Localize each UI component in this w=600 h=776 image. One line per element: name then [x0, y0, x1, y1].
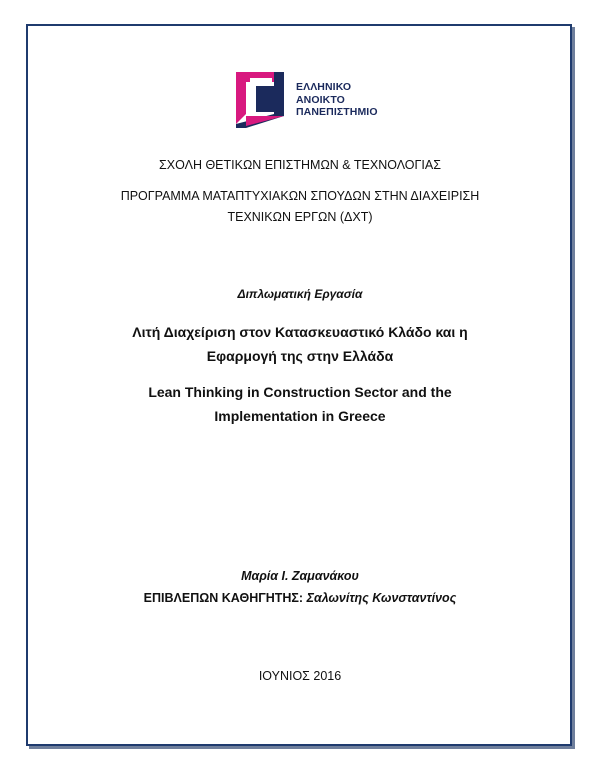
title-english-line-1: Lean Thinking in Construction Sector and the	[148, 384, 452, 400]
author-name: Μαρία Ι. Ζαμανάκου	[241, 569, 359, 583]
document-type: Διπλωματική Εργασία	[237, 287, 363, 301]
supervisor-label: ΕΠΙΒΛΕΠΩΝ ΚΑΘΗΓΗΤΗΣ:	[143, 591, 304, 605]
school-name: ΣΧΟΛΗ ΘΕΤΙΚΩΝ ΕΠΙΣΤΗΜΩΝ & ΤΕΧΝΟΛΟΓΙΑΣ	[159, 158, 441, 172]
university-logo	[234, 70, 394, 130]
supervisor	[0, 591, 600, 605]
eap-logo-icon	[234, 70, 292, 128]
program-name-line-1: ΠΡΟΓΡΑΜΜΑ ΜΑΤΑΠΤΥΧΙΑΚΩΝ ΣΠΟΥΔΩΝ ΣΤΗΝ ΔΙΑΧΕΙΡΙΣΗ	[120, 189, 480, 203]
supervisor-name: Σαλωνίτης Κωνσταντίνος	[306, 591, 457, 605]
title-greek-line-2: Εφαρμογή της στην Ελλάδα	[206, 348, 394, 364]
title-english-line-2: Implementation in Greece	[214, 408, 386, 424]
logo-text	[296, 81, 378, 119]
submission-date: ΙΟΥΝΙΟΣ 2016	[258, 669, 342, 683]
program-name-line-2: ΤΕΧΝΙΚΩΝ ΕΡΓΩΝ (ΔΧΤ)	[227, 210, 373, 224]
logo-line-1: ΕΛΛΗΝΙΚΟ	[296, 81, 352, 93]
logo-line-2: ΑΝΟΙΚΤΟ	[296, 93, 345, 106]
logo-line-3: ΠΑΝΕΠΙΣΤΗΜΙΟ	[296, 106, 378, 118]
title-greek-line-1: Λιτή Διαχείριση στον Κατασκευαστικό Κλάδο και η	[132, 324, 468, 340]
